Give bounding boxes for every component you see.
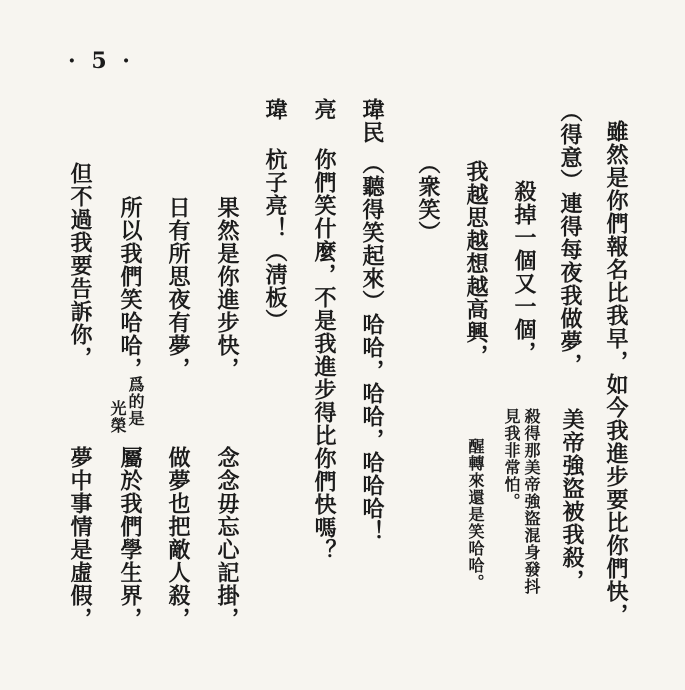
text-column-2: （得意）連得每夜我做夢， — [557, 100, 583, 376]
text-column-4b: 醒轉來還是笑哈哈。 — [466, 438, 485, 591]
speaker-weimin: 瑋民 — [359, 98, 385, 144]
text-column-11: 所以我們笑哈哈， — [117, 196, 143, 380]
text-column-6: （聽得笑起來）哈哈，哈哈，哈哈哈！ — [359, 152, 385, 543]
text-column-3: 殺掉一個又一個， — [511, 180, 537, 364]
text-column-1: 雖然是你們報名比我早，如今我進步要比你們快， — [603, 120, 629, 626]
speaker-liang: 亮 — [311, 98, 337, 121]
text-column-2b: 美帝強盜被我殺， — [559, 408, 585, 592]
page-number: · 5 · — [68, 48, 134, 74]
text-column-3c: 見我非常怕。 — [502, 408, 521, 510]
text-column-11-note-a: 爲的是 — [126, 376, 145, 427]
text-column-4: 我越思越想越高興， — [463, 160, 489, 367]
text-column-5: （衆笑） — [415, 152, 441, 244]
text-column-9b: 念念毋忘心記掛， — [214, 446, 240, 630]
text-column-11-note-b: 光榮 — [108, 400, 127, 434]
text-column-3b: 殺得那美帝強盜混身發抖 — [522, 408, 541, 595]
text-column-12b: 夢中事情是虛假， — [67, 446, 93, 630]
text-column-10: 日有所思夜有夢， — [165, 196, 191, 380]
text-column-8: 杭子亮！（淸板） — [262, 148, 288, 332]
text-column-12: 但不過我要告訴你， — [67, 162, 93, 369]
text-column-9: 果然是你進步快， — [214, 196, 240, 380]
text-column-7: 你們笑什麼，不是我進步得比你們快嗎？ — [311, 148, 337, 562]
speaker-wei: 瑋 — [262, 98, 288, 121]
text-column-10b: 做夢也把敵人殺， — [165, 446, 191, 630]
text-column-11b: 屬於我們學生界， — [117, 446, 143, 630]
